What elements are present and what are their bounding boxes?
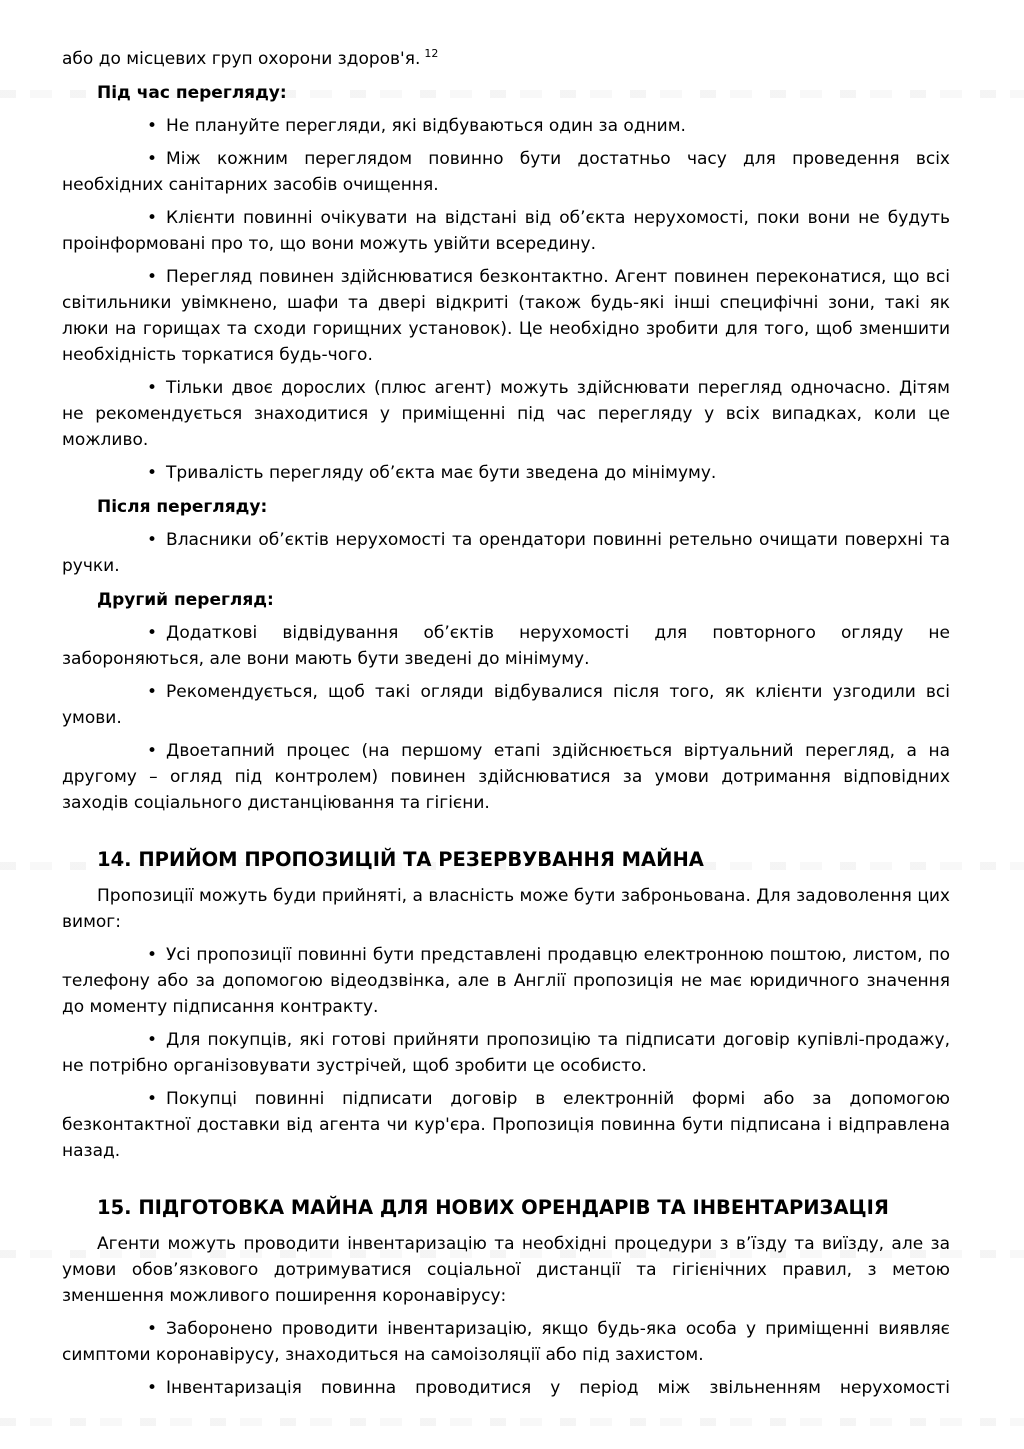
- bullet-item: [62, 460, 950, 486]
- bullet-icon: •: [147, 623, 158, 643]
- bullet-text: Не плануйте перегляди, які відбуваються один за одним.: [166, 116, 686, 136]
- bullet-icon: •: [147, 378, 158, 398]
- bullet-icon: •: [147, 463, 158, 483]
- bullet-item: [62, 942, 950, 1020]
- scan-artifact-line: [0, 1418, 1024, 1426]
- document-content: [62, 46, 950, 1401]
- body-paragraph: Агенти можуть проводити інвентаризацію та необхідні процедури з в’їзду та виїзду, але за умови обов’язкового дотримуватися соціальної дистанції та гігієнічних правил, з метою зменшення можливого поширення коронавірусу:: [62, 1234, 950, 1306]
- bullet-icon: •: [147, 530, 158, 550]
- body-paragraph: Пропозиції можуть буди прийняті, а власність може бути заброньована. Для задоволення цих вимог:: [62, 886, 950, 932]
- bullet-item: [62, 146, 950, 198]
- bullet-icon: •: [147, 116, 158, 136]
- subheading-after-viewing: Після перегляду:: [97, 497, 268, 517]
- bullet-item: [62, 679, 950, 731]
- subheading-during-viewing: Під час перегляду:: [97, 83, 287, 103]
- bullet-item: [62, 1027, 950, 1079]
- bullet-text: Власники об’єктів нерухомості та орендатори повинні ретельно очищати поверхні та ручки.: [62, 530, 950, 576]
- bullet-icon: •: [147, 682, 158, 702]
- bullet-text: Двоетапний процес (на першому етапі здійснюється віртуальний перегляд, а на другому – огляд під контролем) повинен здійснюватися за умови дотримання відповідних заходів соціального дистанціювання та гігієни.: [62, 741, 950, 813]
- bullet-icon: •: [147, 1089, 158, 1109]
- paragraph-continuation: [62, 46, 950, 72]
- bullet-text: Тільки двоє дорослих (плюс агент) можуть здійснювати перегляд одночасно. Дітям не рекомендується знаходитися у приміщенні під час перегляду у всіх випадках, коли це можливо.: [62, 378, 950, 450]
- bullet-icon: •: [147, 267, 158, 287]
- bullet-item: [62, 620, 950, 672]
- footnote-reference: 12: [424, 47, 439, 61]
- bullet-item: [62, 1316, 950, 1368]
- subheading-second-viewing: Другий перегляд:: [97, 590, 274, 610]
- bullet-icon: •: [147, 1378, 158, 1398]
- bullet-text: Для покупців, які готові прийняти пропозицію та підписати договір купівлі-продажу, не потрібно організовувати зустрічей, щоб зробити це особисто.: [62, 1030, 950, 1076]
- bullet-text: Інвентаризація повинна проводитися у період між звільненням нерухомості: [166, 1378, 950, 1398]
- section-heading-15: 15. ПІДГОТОВКА МАЙНА ДЛЯ НОВИХ ОРЕНДАРІВ ТА ІНВЕНТАРИЗАЦІЯ: [97, 1196, 889, 1219]
- bullet-text: Заборонено проводити інвентаризацію, якщо будь-яка особа у приміщенні виявляє симптоми коронавірусу, знаходиться на самоізоляції або під захистом.: [62, 1319, 950, 1365]
- bullet-item: [62, 527, 950, 579]
- bullet-item: [62, 1086, 950, 1164]
- bullet-item: [62, 113, 950, 139]
- bullet-text: Покупці повинні підписати договір в електронній формі або за допомогою безконтактної доставки від агента чи кур'єра. Пропозиція повинна бути підписана і відправлена назад.: [62, 1089, 950, 1161]
- bullet-text: Усі пропозиції повинні бути представлені продавцю електронною поштою, листом, по телефону або за допомогою відеодзвінка, але в Англії пропозиція не має юридичного значення до моменту підписання контракту.: [62, 945, 950, 1017]
- bullet-item: [62, 1375, 950, 1401]
- bullet-icon: •: [147, 741, 158, 761]
- paragraph-text: або до місцевих груп охорони здоров'я.: [62, 49, 421, 69]
- bullet-item: [62, 205, 950, 257]
- bullet-text: Тривалість перегляду об’єкта має бути зведена до мінімуму.: [166, 463, 717, 483]
- bullet-item: [62, 738, 950, 816]
- bullet-icon: •: [147, 945, 158, 965]
- bullet-icon: •: [147, 1319, 158, 1339]
- bullet-item: [62, 264, 950, 368]
- bullet-icon: •: [147, 208, 158, 228]
- bullet-text: Додаткові відвідування об’єктів нерухомості для повторного огляду не забороняються, але вони мають бути зведені до мінімуму.: [62, 623, 950, 669]
- section-heading-14: 14. ПРИЙОМ ПРОПОЗИЦІЙ ТА РЕЗЕРВУВАННЯ МАЙНА: [97, 848, 704, 871]
- bullet-text: Між кожним переглядом повинно бути достатньо часу для проведення всіх необхідних санітарних засобів очищення.: [62, 149, 950, 195]
- bullet-icon: •: [147, 1030, 158, 1050]
- bullet-text: Клієнти повинні очікувати на відстані від об’єкта нерухомості, поки вони не будуть проінформовані про то, що вони можуть увійти всередину.: [62, 208, 950, 254]
- bullet-item: [62, 375, 950, 453]
- bullet-icon: •: [147, 149, 158, 169]
- bullet-text: Рекомендується, щоб такі огляди відбувалися після того, як клієнти узгодили всі умови.: [62, 682, 950, 728]
- bullet-text: Перегляд повинен здійснюватися безконтактно. Агент повинен переконатися, що всі світильники увімкнено, шафи та двері відкриті (також будь-які інші специфічні зони, такі як люки на горищах та сходи горищних установок). Це необхідно зробити для того, щоб зменшити необхідність торкатися будь-чого.: [62, 267, 950, 365]
